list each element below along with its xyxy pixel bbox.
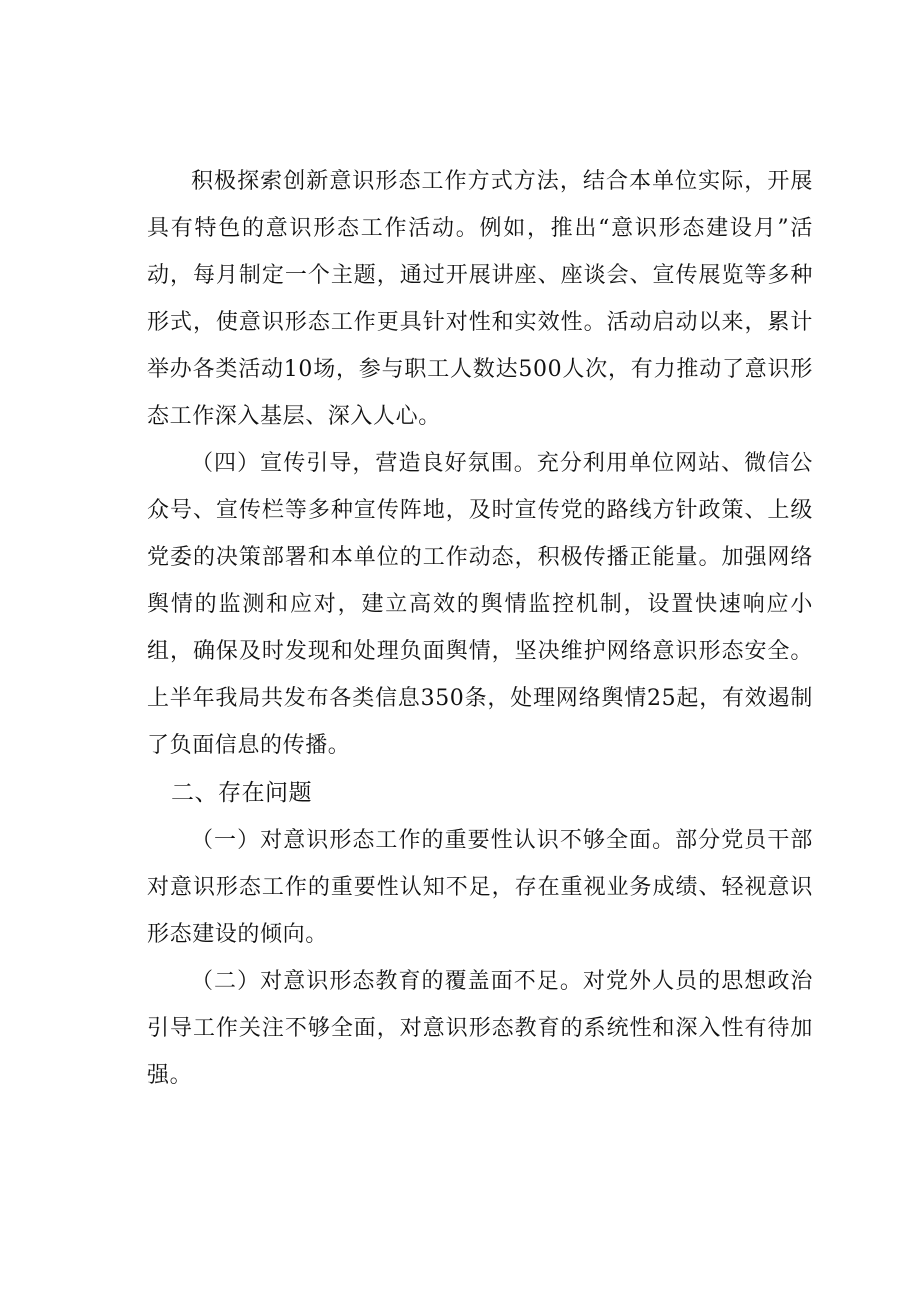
paragraph-publicity-guidance: （四）宣传引导，营造良好氛围。充分利用单位网站、微信公众号、宣传栏等多种宣传阵地，及时宣传党的路线方针政策、上级党委的决策部署和本单位的工作动态，积极传播正能量。加强网络舆情的监测和应对，建立高效的舆情监控机制，设置快速响应小组，确保及时发现和处理负面舆情，坚决维护网络意识形态安全。上半年我局共发布各类信息350条，处理网络舆情25起，有效遏制了负面信息的传播。 xyxy=(147,451,813,758)
document-body xyxy=(147,158,813,1099)
paragraph-problem-one: （一）对意识形态工作的重要性认识不够全面。部分党员干部对意识形态工作的重要性认知不足，存在重视业务成绩、轻视意识形态建设的倾向。 xyxy=(147,828,813,947)
paragraph-problem-two: （二）对意识形态教育的覆盖面不足。对党外人员的思想政治引导工作关注不够全面，对意识形态教育的系统性和深入性有待加强。 xyxy=(147,969,813,1088)
paragraph-activity-innovation: 积极探索创新意识形态工作方式方法，结合本单位实际，开展具有特色的意识形态工作活动。例如，推出“意识形态建设月”活动，每月制定一个主题，通过开展讲座、座谈会、宣传展览等多种形式，使意识形态工作更具针对性和实效性。活动启动以来，累计举办各类活动10场，参与职工人数达500人次，有力推动了意识形态工作深入基层、深入人心。 xyxy=(147,169,813,429)
section-heading-existing-problems: 二、存在问题 xyxy=(171,780,312,806)
